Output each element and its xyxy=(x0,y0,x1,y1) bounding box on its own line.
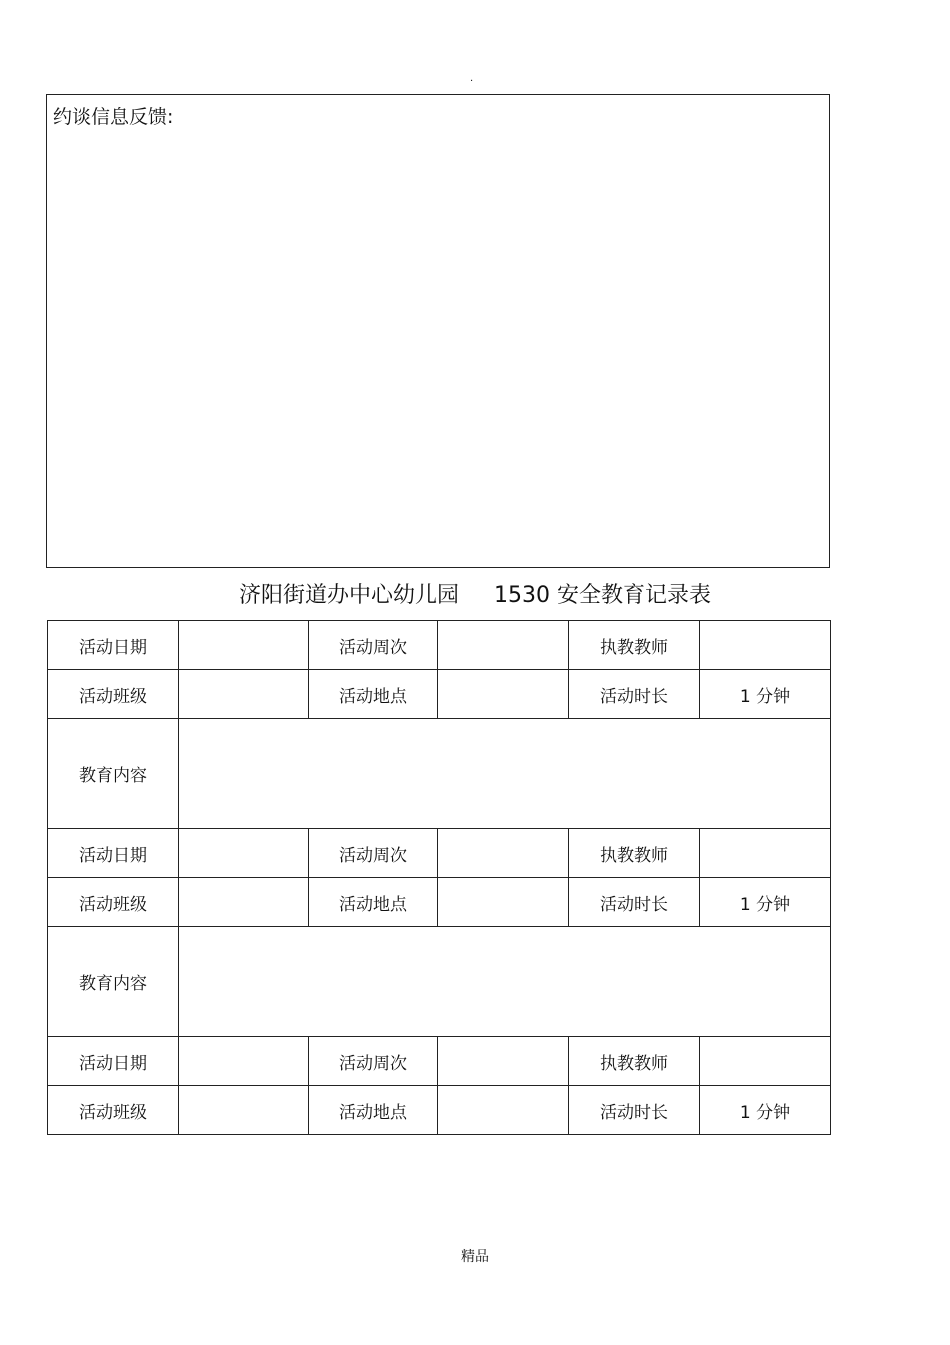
field-label: 活动日期 xyxy=(48,621,179,670)
education-content-label: 教育内容 xyxy=(48,719,179,829)
record-info-row xyxy=(48,670,831,719)
field-value xyxy=(179,1086,309,1135)
record-info-row xyxy=(48,829,831,878)
field-value xyxy=(700,621,831,670)
field-value xyxy=(179,621,309,670)
field-value xyxy=(700,1037,831,1086)
field-value xyxy=(179,1037,309,1086)
record-info-row xyxy=(48,878,831,927)
field-value xyxy=(179,829,309,878)
field-label: 活动地点 xyxy=(309,1086,438,1135)
field-value: 1 分钟 xyxy=(700,1086,831,1135)
field-value xyxy=(438,829,569,878)
record-info-row xyxy=(48,1086,831,1135)
field-label: 活动班级 xyxy=(48,670,179,719)
field-label: 活动时长 xyxy=(569,670,700,719)
field-label: 活动日期 xyxy=(48,829,179,878)
field-label: 活动班级 xyxy=(48,1086,179,1135)
field-label: 执教教师 xyxy=(569,621,700,670)
field-label: 活动时长 xyxy=(569,1086,700,1135)
field-label: 执教教师 xyxy=(569,1037,700,1086)
field-value xyxy=(179,878,309,927)
field-label: 活动周次 xyxy=(309,621,438,670)
field-value xyxy=(438,1037,569,1086)
footer-text: 精品 xyxy=(461,1249,489,1265)
field-value xyxy=(700,829,831,878)
record-info-row xyxy=(48,621,831,670)
field-value xyxy=(438,878,569,927)
field-label: 活动班级 xyxy=(48,878,179,927)
safety-education-record-table xyxy=(47,620,831,1135)
field-value: 1 分钟 xyxy=(700,670,831,719)
field-label: 执教教师 xyxy=(569,829,700,878)
record-info-row xyxy=(48,1037,831,1086)
page-top-mark: . xyxy=(470,73,474,84)
field-value xyxy=(179,670,309,719)
field-label: 活动地点 xyxy=(309,670,438,719)
field-label: 活动周次 xyxy=(309,829,438,878)
education-content-value xyxy=(179,719,831,829)
field-label: 活动地点 xyxy=(309,878,438,927)
interview-feedback-box xyxy=(46,94,830,568)
field-value xyxy=(438,670,569,719)
form-title: 济阳街道办中心幼儿园 1530 安全教育记录表 xyxy=(239,583,711,608)
field-label: 活动日期 xyxy=(48,1037,179,1086)
education-content-row xyxy=(48,719,831,829)
field-label: 活动时长 xyxy=(569,878,700,927)
education-content-value xyxy=(179,927,831,1037)
field-value: 1 分钟 xyxy=(700,878,831,927)
record-table-body xyxy=(48,621,831,1135)
feedback-label: 约谈信息反馈: xyxy=(53,106,174,128)
education-content-row xyxy=(48,927,831,1037)
field-value xyxy=(438,621,569,670)
education-content-label: 教育内容 xyxy=(48,927,179,1037)
field-label: 活动周次 xyxy=(309,1037,438,1086)
field-value xyxy=(438,1086,569,1135)
